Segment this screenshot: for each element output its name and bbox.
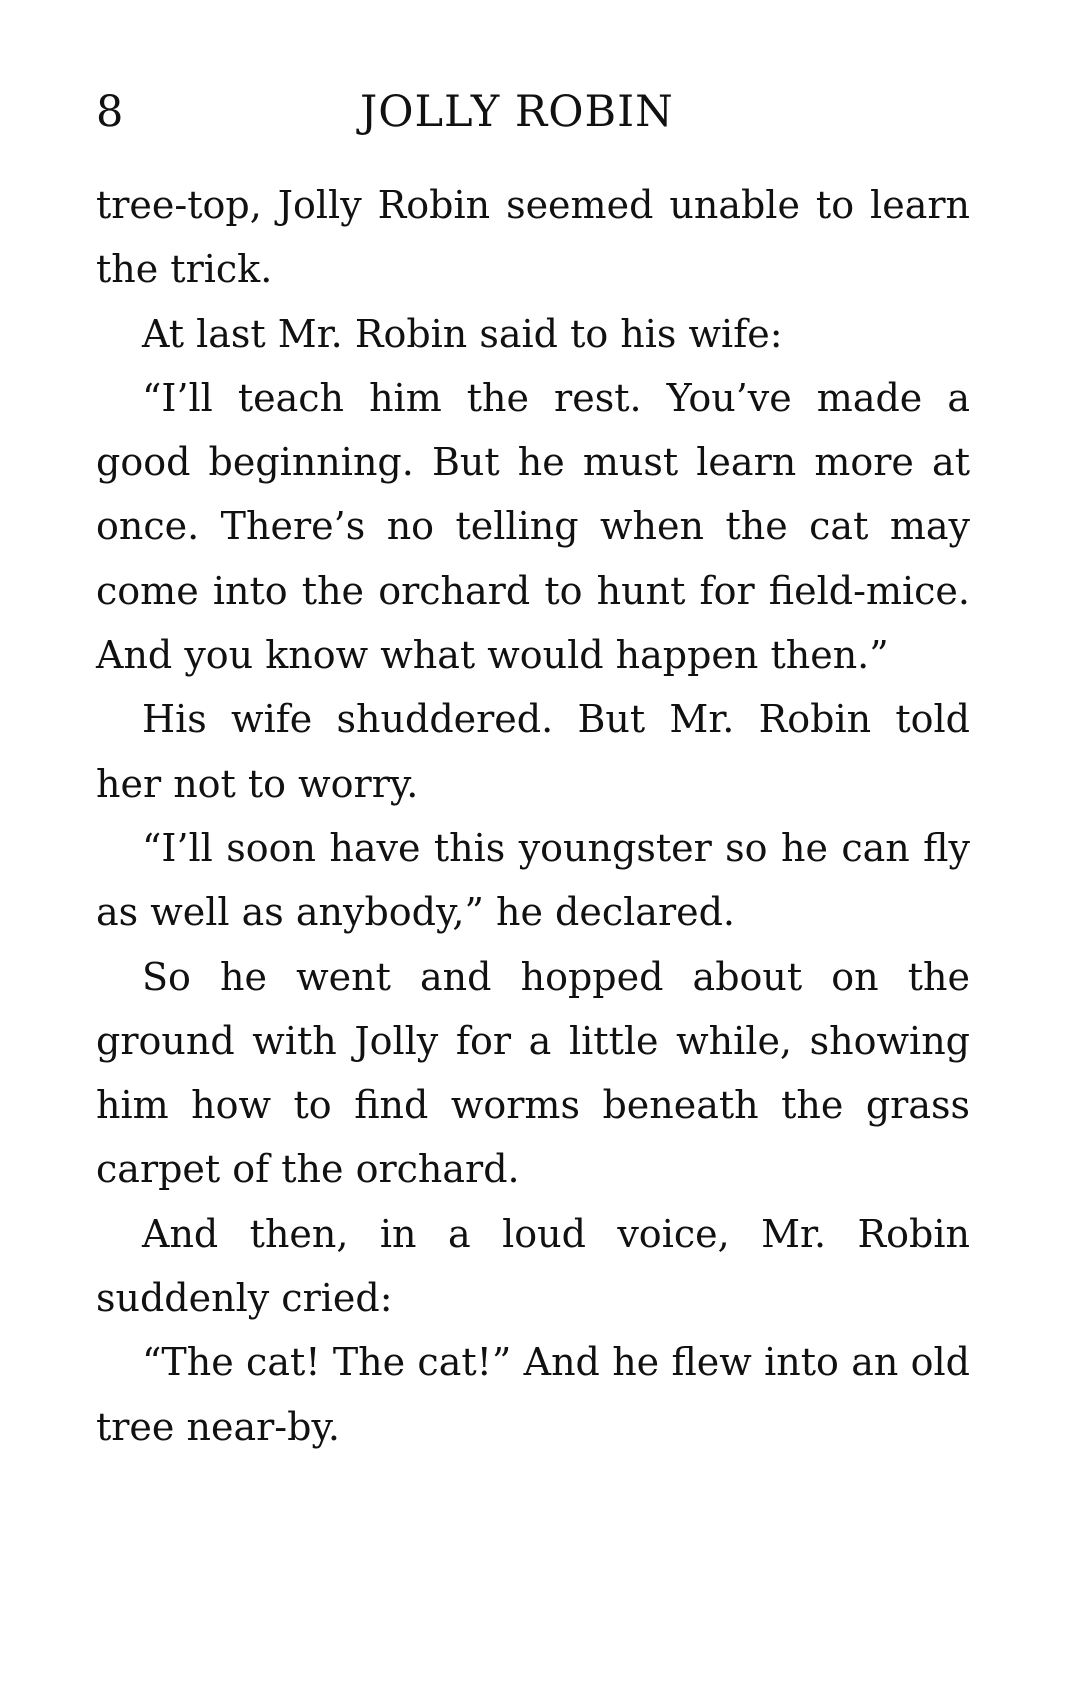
paragraph-6: So he went and hopped about on the ground with Jolly for a little while, showing him how to find worms beneath the grass carpet of the orchard. xyxy=(96,954,970,1192)
page-number: 8 xyxy=(96,87,124,137)
paragraph-7: And then, in a loud voice, Mr. Robin suddenly cried: xyxy=(96,1211,970,1321)
body-text xyxy=(96,173,970,1459)
paragraph-1: tree-top, Jolly Robin seemed unable to learn the trick. xyxy=(96,183,970,292)
paragraph-3: “I’ll teach him the rest. You’ve made a good beginning. But he must learn more at once. There’s no telling when the cat may come into the orchard to hunt for field-mice. And you know what would happen then.” xyxy=(96,375,970,678)
paragraph-8: “The cat! The cat!” And he flew into an old tree near-by. xyxy=(96,1340,970,1449)
book-title: JOLLY ROBIN xyxy=(360,87,674,137)
paragraph-2: At last Mr. Robin said to his wife: xyxy=(142,311,783,356)
paragraph-4: His wife shuddered. But Mr. Robin told her not to worry. xyxy=(96,697,970,806)
paragraph-5: “I’ll soon have this youngster so he can fly as well as anybody,” he declared. xyxy=(96,825,970,935)
running-head xyxy=(96,82,976,142)
